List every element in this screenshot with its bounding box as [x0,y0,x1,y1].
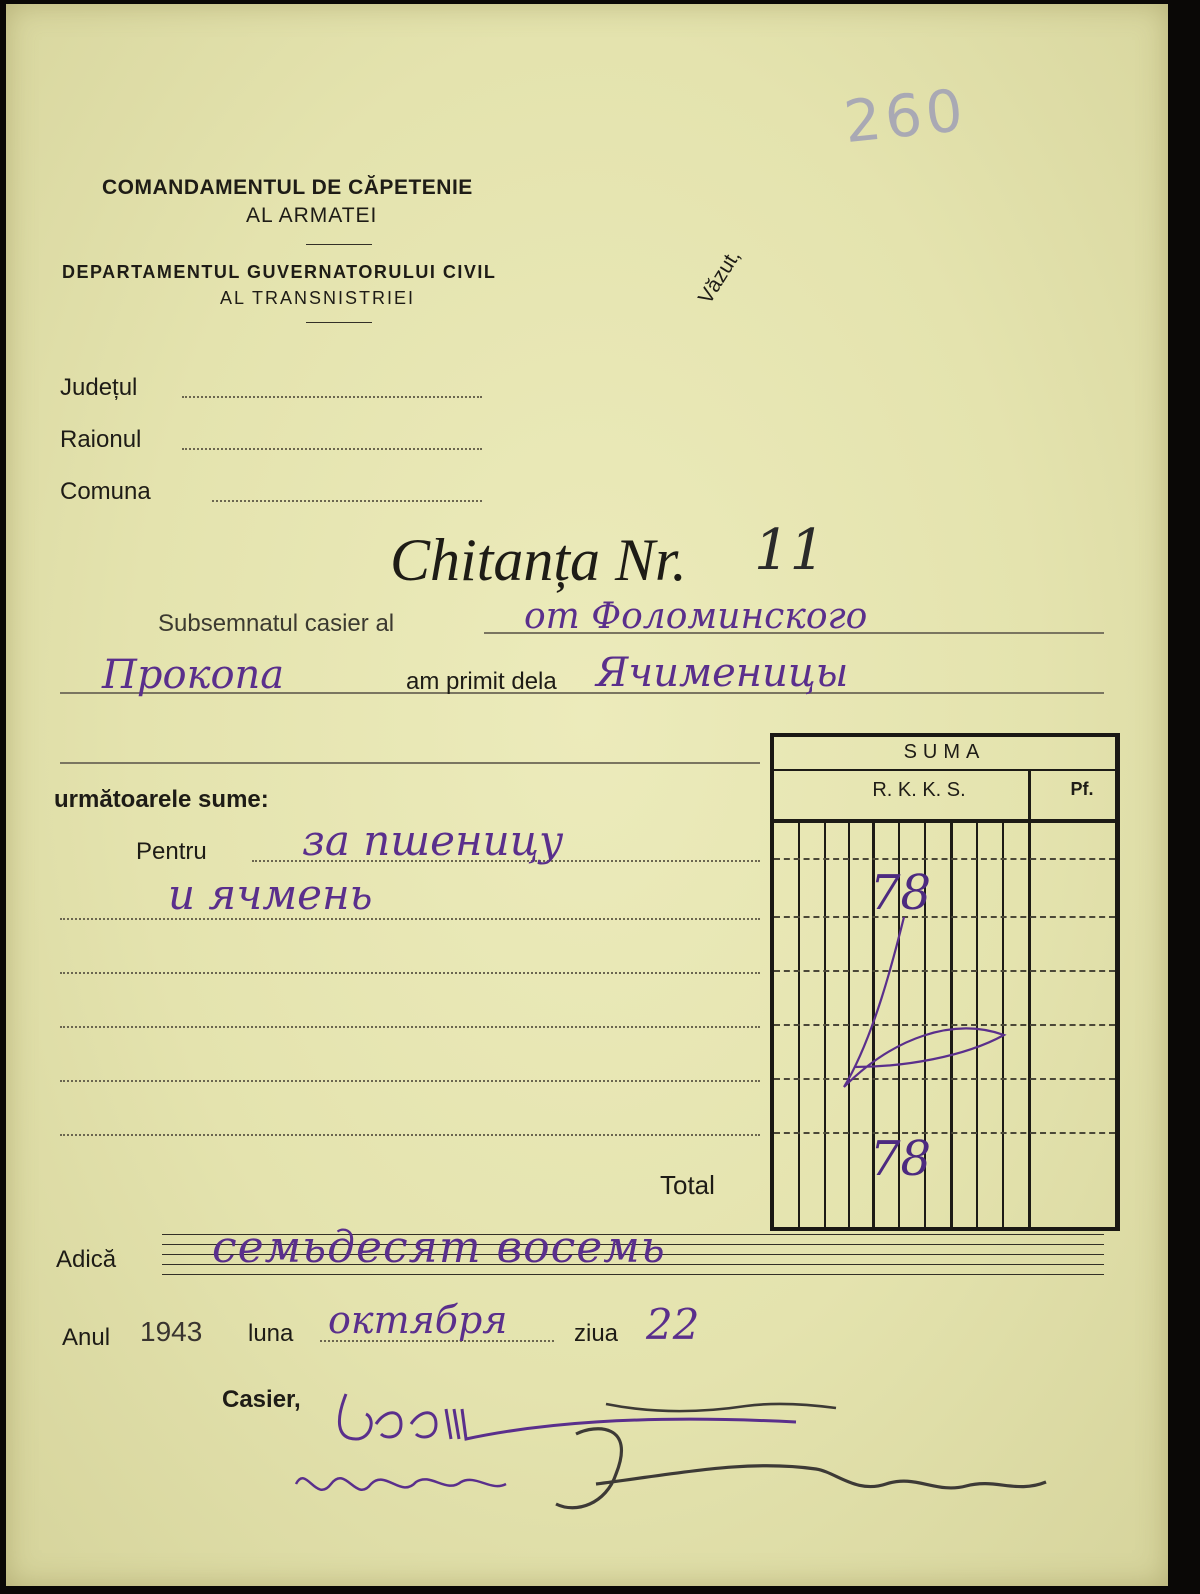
raionul-label: Raionul [60,426,142,453]
line-6 [60,1134,760,1136]
header-line-1: COMANDAMENTUL DE CĂPETENIE [102,176,473,199]
raionul-line [182,448,482,450]
ziua-label: ziua [574,1320,619,1347]
luna-label: luna [248,1320,294,1347]
total-label: Total [660,1170,715,1200]
adica-label: Adică [56,1246,117,1273]
header-divider-1 [306,244,372,245]
adica-value: семьдесят восемь [212,1222,666,1273]
pentru-label: Pentru [136,838,207,865]
comuna-line [212,500,482,502]
line-4 [60,1026,760,1028]
header-line-4: AL TRANSNISTRIEI [220,288,416,308]
anul-label: Anul [62,1324,111,1351]
luna-value: октября [328,1298,508,1342]
casier-al-value: от Фоломинского [524,596,868,637]
adica-line [162,1274,1104,1275]
name-value: Прокопа [102,652,285,698]
from-value: Ячименицы [596,650,849,696]
sume-label: următoarele sume: [54,786,269,813]
suma-header-divider [774,769,1115,771]
pentru-value-2: и ячмень [168,870,373,919]
casier-label: Casier, [222,1386,301,1413]
strike-flourish [814,917,1014,1177]
archive-number: 260 [840,75,970,157]
receipt-paper [6,4,1168,1586]
pentru-value-1: за пшеницу [302,816,564,865]
judetul-label: Județul [60,374,138,401]
casier-al-label: Subsemnatul casier al [158,610,395,637]
primit-label [406,668,557,696]
vazut-note: Văzut, [694,245,746,309]
am-prefix: am [406,668,447,695]
receipt-title-label: Chitanța Nr. [390,527,687,593]
primit-text: primit dela [446,668,557,695]
judetul-line [182,396,482,398]
receipt-number: 11 [754,518,826,583]
line-5 [60,1080,760,1082]
receipt-title [390,526,687,595]
comuna-label: Comuna [60,478,151,505]
anul-value: 1943 [140,1316,203,1347]
suma-total: 78 [870,1131,932,1187]
header-line-2: AL ARMATEI [246,204,378,227]
suma-amount: 78 [870,865,932,921]
suma-table [770,733,1120,1231]
blank-line-1 [60,762,760,764]
suma-row-line [774,858,1115,860]
suma-col-pf: Pf. [1070,779,1094,799]
ziua-value: 22 [646,1300,700,1349]
header-line-3: DEPARTAMENTUL GUVERNATORULUI CIVIL [62,262,497,282]
header-divider-2 [306,322,372,323]
casier-signature [276,1364,1176,1584]
line-2 [60,918,760,920]
suma-title: SUMA [903,741,986,763]
suma-col-main: R. K. K. S. [872,779,966,801]
line-3 [60,972,760,974]
suma-pf-divider [1028,769,1031,1227]
